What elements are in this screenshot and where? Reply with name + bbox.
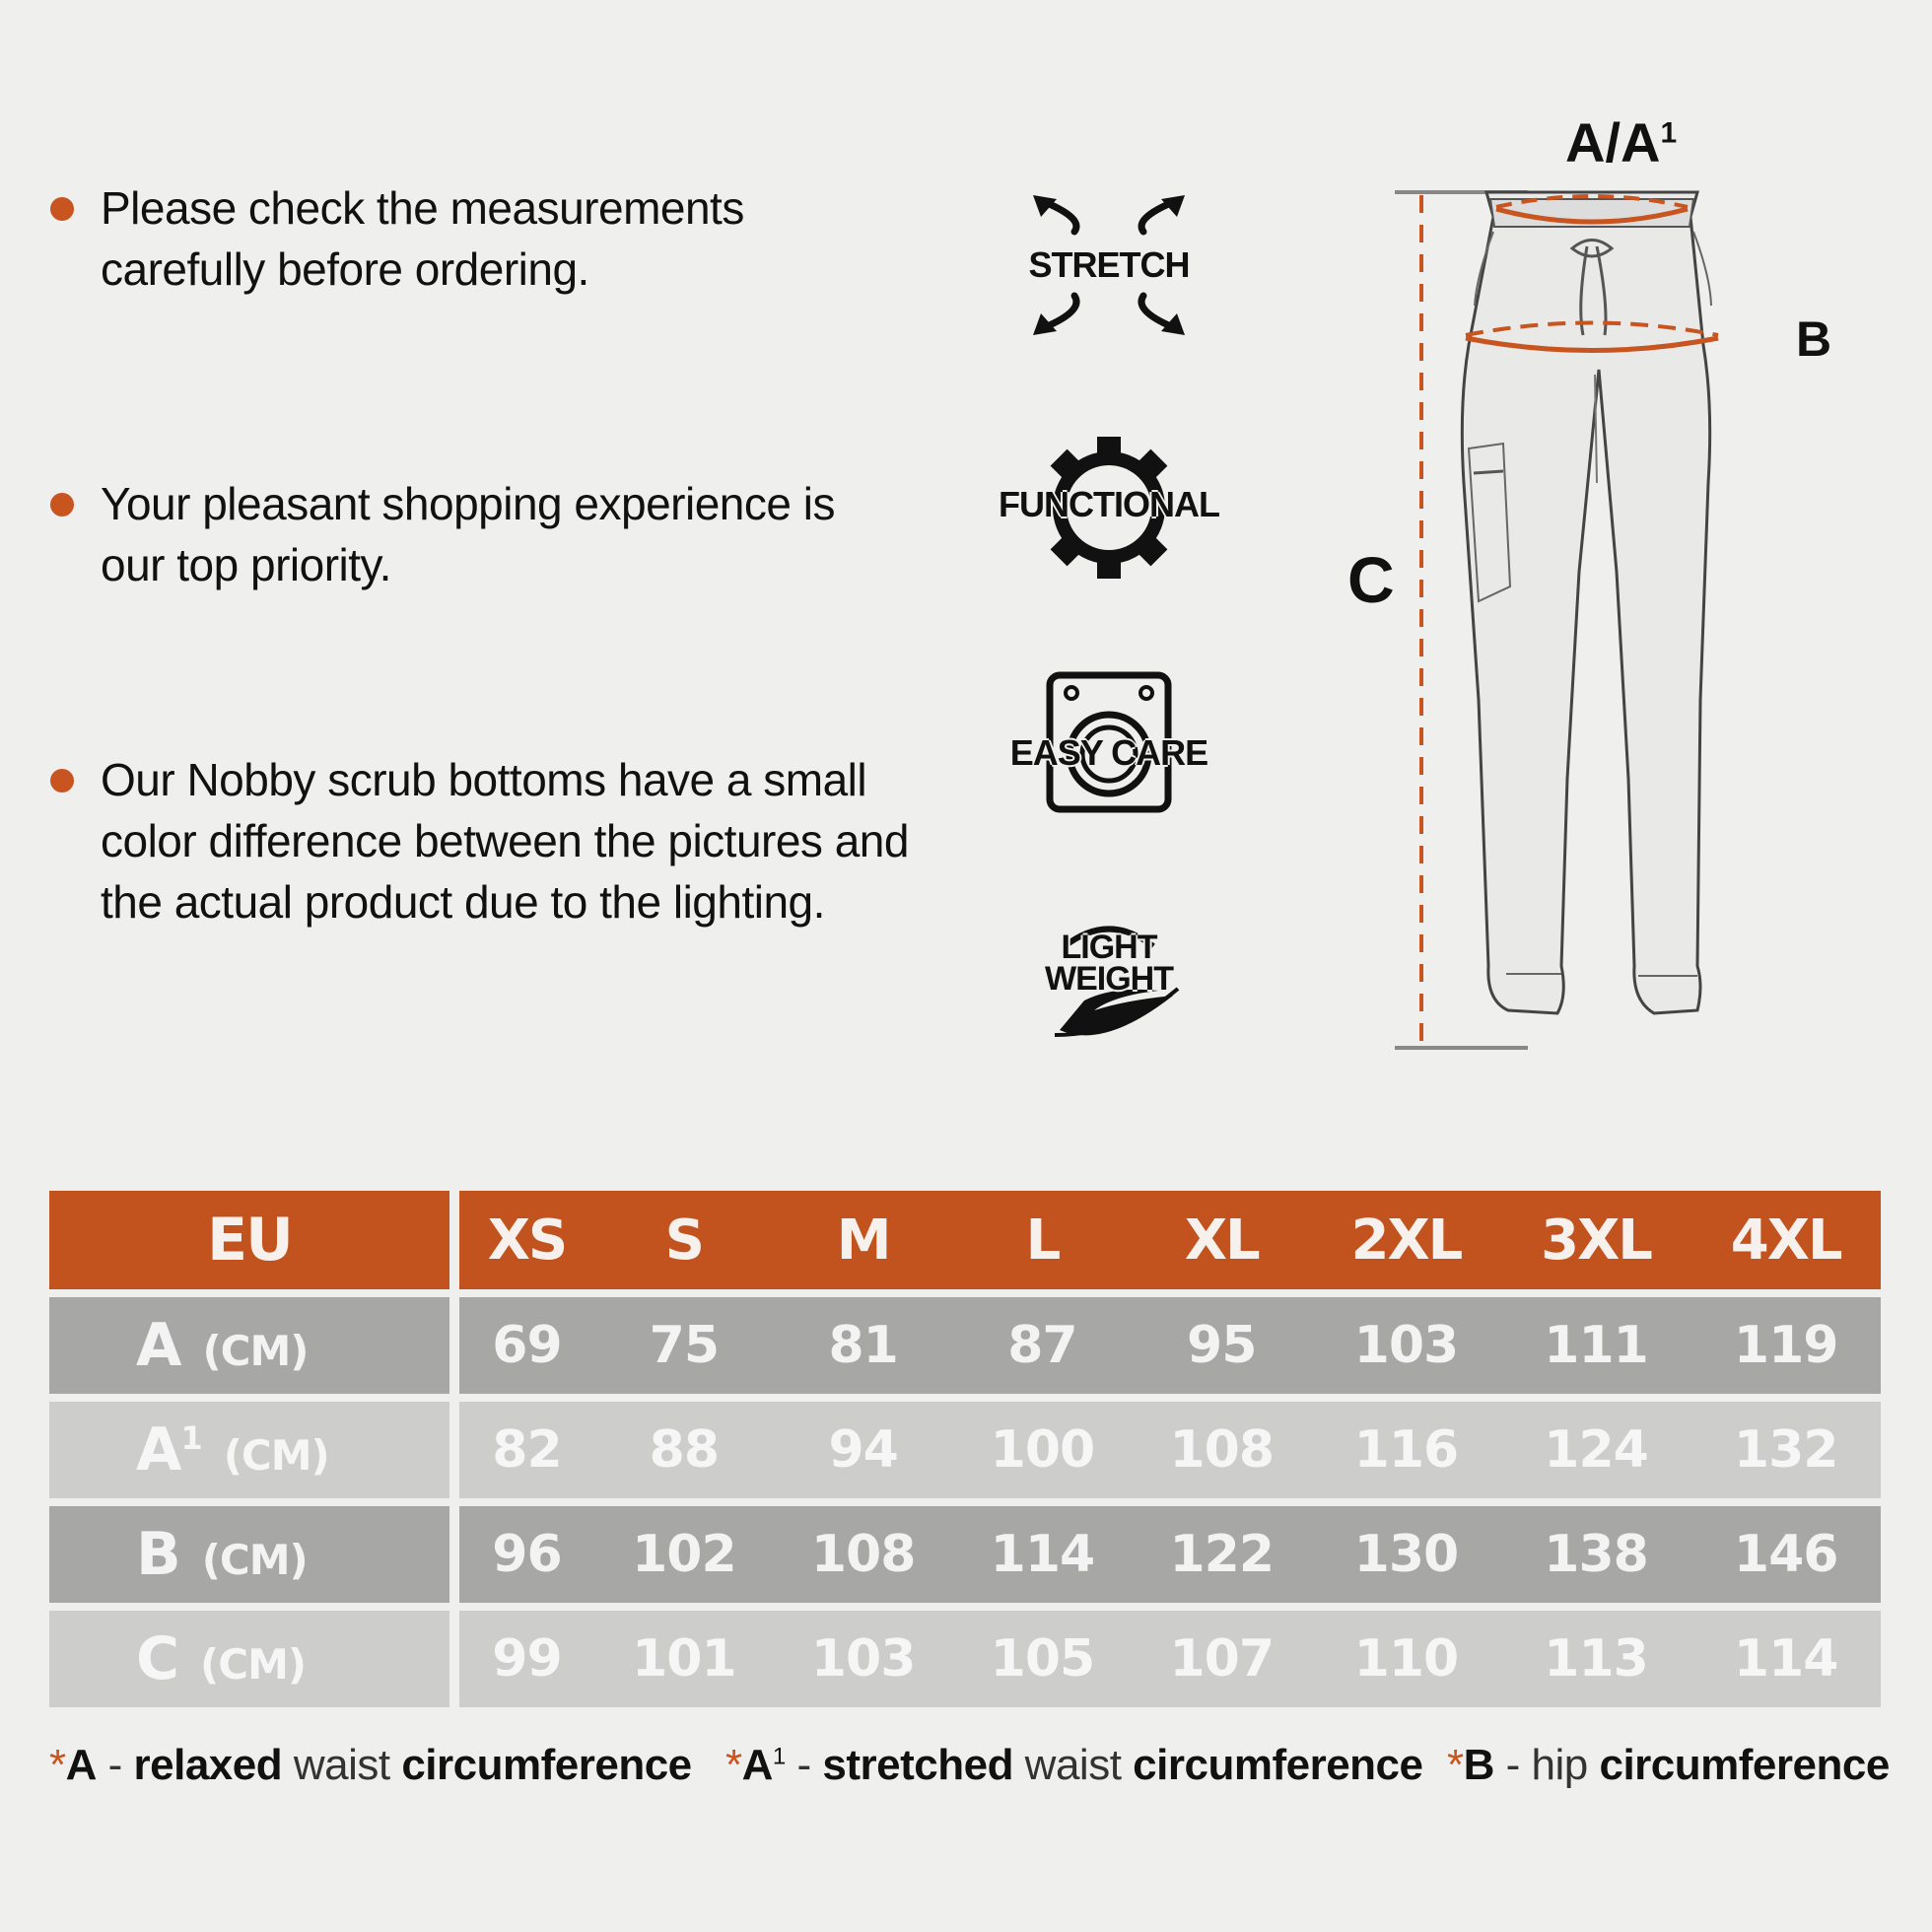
pants-illustration <box>1321 108 1873 1065</box>
bullet-text: Your pleasant shopping experience is our top priority. <box>101 478 835 590</box>
length-label: C <box>1347 543 1395 616</box>
table-cell: 114 <box>953 1506 1133 1603</box>
functional-feature <box>976 429 1242 586</box>
size-header: M <box>774 1191 953 1289</box>
size-header: 2XL <box>1311 1191 1501 1289</box>
table-cell: 105 <box>953 1611 1133 1707</box>
table-cell: 146 <box>1690 1506 1881 1603</box>
table-cell: 132 <box>1690 1402 1881 1498</box>
easy-care-feature <box>976 665 1242 823</box>
table-header-row <box>49 1191 1881 1289</box>
table-row <box>49 1297 1881 1394</box>
table-cell: 110 <box>1311 1611 1501 1707</box>
table-cell: 102 <box>594 1506 774 1603</box>
table-row <box>49 1402 1881 1498</box>
size-header: XL <box>1132 1191 1311 1289</box>
size-header: 3XL <box>1501 1191 1691 1289</box>
table-cell: 82 <box>459 1402 594 1498</box>
table-cell: 122 <box>1132 1506 1311 1603</box>
table-cell: 87 <box>953 1297 1133 1394</box>
size-chart-table <box>49 1183 1881 1715</box>
table-cell: 130 <box>1311 1506 1501 1603</box>
bullet-text: Our Nobby scrub bottoms have a small color difference between the pictures and the actual product due to the lighting. <box>101 754 909 928</box>
easy-care-label: EASY CARE <box>1009 732 1208 773</box>
bullet-text: Please check the measurements carefully before ordering. <box>101 182 744 295</box>
light-weight-label <box>976 929 1242 998</box>
table-cell: 108 <box>774 1506 953 1603</box>
pants-diagram <box>1321 108 1873 1065</box>
bullet-dot-icon <box>50 493 74 517</box>
table-cell: 81 <box>774 1297 953 1394</box>
table-cell: 119 <box>1690 1297 1881 1394</box>
table-cell: 114 <box>1690 1611 1881 1707</box>
table-cell: 96 <box>459 1506 594 1603</box>
size-header: 4XL <box>1690 1191 1881 1289</box>
table-cell: 116 <box>1311 1402 1501 1498</box>
table-cell: 108 <box>1132 1402 1311 1498</box>
table-cell: 101 <box>594 1611 774 1707</box>
table-cell: 95 <box>1132 1297 1311 1394</box>
table-cell: 99 <box>459 1611 594 1707</box>
table-cell: 138 <box>1501 1506 1691 1603</box>
table-cell: 88 <box>594 1402 774 1498</box>
table-cell: 69 <box>459 1297 594 1394</box>
weight-label: WEIGHT <box>1045 960 1173 998</box>
table-cell: 113 <box>1501 1611 1691 1707</box>
table-cell: 124 <box>1501 1402 1691 1498</box>
bullet-dot-icon <box>50 769 74 793</box>
table-cell: 111 <box>1501 1297 1691 1394</box>
eu-header: EU <box>49 1191 459 1289</box>
table-row <box>49 1611 1881 1707</box>
waist-label: $A/A^1$ <box>1565 111 1678 173</box>
row-label: A (CM) <box>49 1297 459 1394</box>
note-relaxed-waist: *A - relaxed waist circumference <box>49 1741 692 1789</box>
bullet-dot-icon <box>50 197 74 221</box>
stretch-label: STRETCH <box>1028 244 1190 285</box>
table-cell: 75 <box>594 1297 774 1394</box>
row-label: $A^1$ (CM) <box>49 1402 459 1498</box>
light-label: LIGHT <box>1061 929 1157 966</box>
table-cell: 103 <box>1311 1297 1501 1394</box>
row-label: B (CM) <box>49 1506 459 1603</box>
table-cell: 103 <box>774 1611 953 1707</box>
stretch-feature <box>976 187 1242 345</box>
row-label: C (CM) <box>49 1611 459 1707</box>
functional-label: FUNCTIONAL <box>999 484 1219 524</box>
size-header: XS <box>459 1191 594 1289</box>
table-cell: 94 <box>774 1402 953 1498</box>
table-row <box>49 1506 1881 1603</box>
size-header: L <box>953 1191 1133 1289</box>
note-hip: *B - hip circumference <box>1447 1741 1890 1789</box>
note-stretched-waist: $*A^1$ - stretched waist circumference <box>725 1741 1423 1789</box>
hip-label: B <box>1796 311 1832 367</box>
legend-notes <box>49 1741 1890 1800</box>
table-cell: 100 <box>953 1402 1133 1498</box>
table-cell: 107 <box>1132 1611 1311 1707</box>
light-weight-feature <box>976 902 1242 1060</box>
size-header: S <box>594 1191 774 1289</box>
